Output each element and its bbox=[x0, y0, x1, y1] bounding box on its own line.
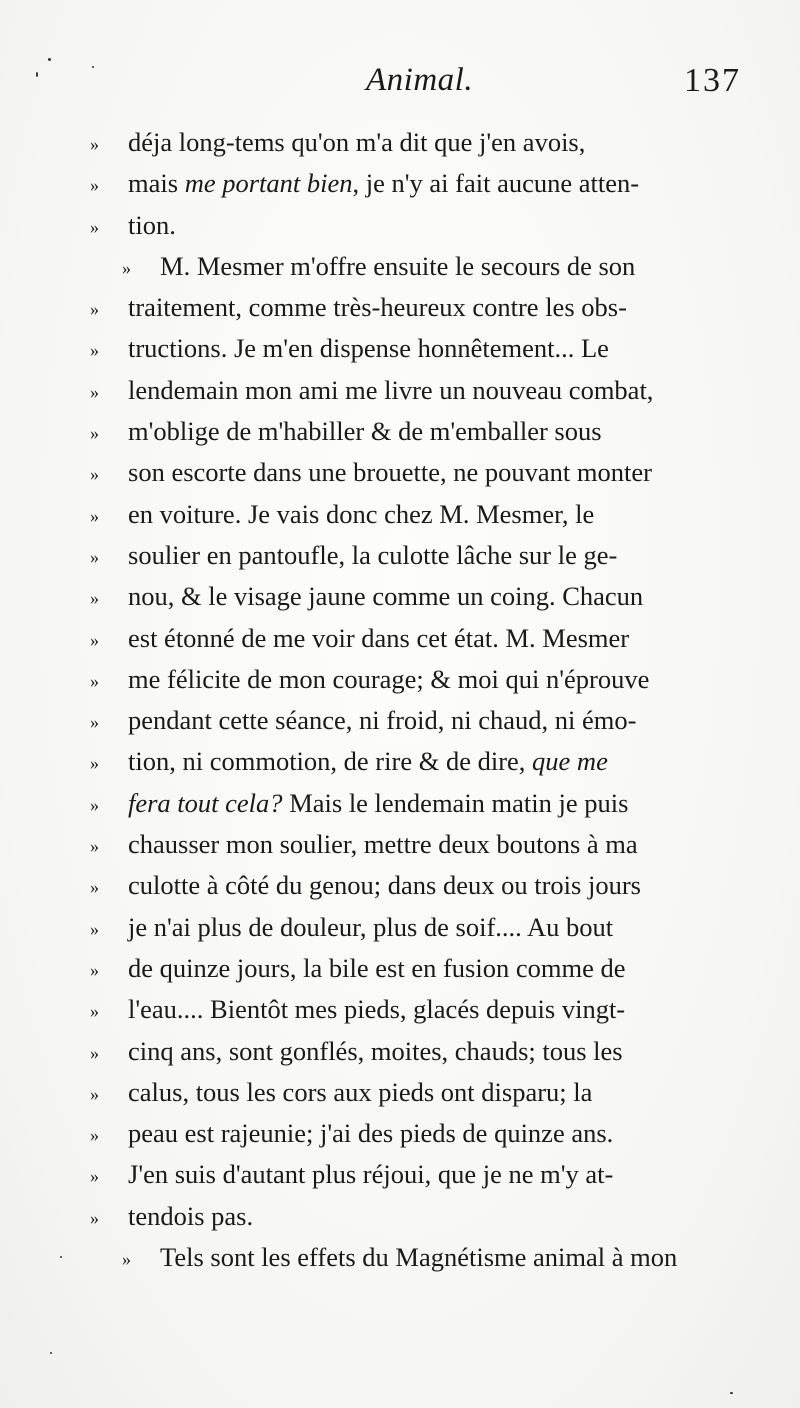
quote-mark: » bbox=[90, 1125, 99, 1146]
line-text: , je n'y ai fait aucune atten- bbox=[352, 168, 640, 199]
text-line bbox=[90, 1072, 770, 1113]
quote-mark: » bbox=[90, 299, 99, 320]
text-line bbox=[90, 1196, 770, 1237]
text-line bbox=[90, 659, 770, 700]
line-text: tructions. Je m'en dispense honnêtement... Le bbox=[128, 333, 609, 364]
line-text: J'en suis d'autant plus réjoui, que je ne m'y at- bbox=[128, 1159, 614, 1190]
text-line bbox=[90, 452, 770, 493]
text-line bbox=[90, 865, 770, 906]
italic-text: fera tout cela? bbox=[128, 787, 283, 818]
running-head: Animal. bbox=[366, 62, 474, 98]
text-line bbox=[90, 122, 770, 163]
quote-mark: » bbox=[90, 712, 99, 733]
quote-mark: » bbox=[90, 629, 99, 650]
text-line bbox=[90, 328, 770, 369]
line-text: calus, tous les cors aux pieds ont disparu; la bbox=[128, 1076, 593, 1107]
text-line bbox=[90, 824, 770, 865]
ink-speck bbox=[50, 1352, 52, 1354]
line-text: lendemain mon ami me livre un nouveau combat, bbox=[128, 374, 654, 405]
quote-mark: » bbox=[90, 175, 99, 196]
line-text: m'oblige de m'habiller & de m'emballer sous bbox=[128, 416, 602, 447]
text-line bbox=[90, 411, 770, 452]
italic-text: que me bbox=[532, 746, 608, 777]
quote-mark: » bbox=[90, 959, 99, 980]
text-line bbox=[90, 907, 770, 948]
line-text: de quinze jours, la bile est en fusion comme de bbox=[128, 952, 626, 983]
line-text: soulier en pantoufle, la culotte lâche sur le ge- bbox=[128, 539, 618, 570]
text-line bbox=[90, 1237, 770, 1278]
text-line bbox=[90, 1031, 770, 1072]
quote-mark: » bbox=[90, 1207, 99, 1228]
ink-speck bbox=[730, 1392, 733, 1394]
line-text: M. Mesmer m'offre ensuite le secours de son bbox=[160, 250, 636, 281]
quote-mark: » bbox=[122, 257, 131, 278]
quote-mark: » bbox=[90, 670, 99, 691]
quote-mark: » bbox=[90, 1001, 99, 1022]
line-text: tion. bbox=[128, 209, 176, 240]
line-text: son escorte dans une brouette, ne pouvant monter bbox=[128, 457, 652, 488]
line-text: tendois pas. bbox=[128, 1200, 254, 1231]
page-number: 137 bbox=[684, 62, 741, 99]
italic-text: me portant bien bbox=[184, 168, 353, 199]
line-text: me félicite de mon courage; & moi qui n'éprouve bbox=[128, 663, 650, 694]
quote-mark: » bbox=[90, 877, 99, 898]
line-text: Tels sont les effets du Magnétisme animal à mon bbox=[160, 1242, 678, 1273]
text-line bbox=[90, 576, 770, 617]
text-line bbox=[90, 246, 770, 287]
quote-mark: » bbox=[90, 216, 99, 237]
line-text: mais bbox=[128, 168, 185, 199]
line-text: culotte à côté du genou; dans deux ou trois jours bbox=[128, 870, 641, 901]
line-text: Mais le lendemain matin je puis bbox=[282, 787, 629, 818]
quote-mark: » bbox=[90, 505, 99, 526]
line-text: en voiture. Je vais donc chez M. Mesmer, le bbox=[128, 498, 595, 529]
ink-speck bbox=[92, 66, 94, 68]
line-text: tion, ni commotion, de rire & de dire, bbox=[128, 746, 533, 777]
ink-speck bbox=[36, 72, 38, 77]
ink-speck bbox=[60, 1256, 62, 1258]
quote-mark: » bbox=[90, 340, 99, 361]
quote-mark: » bbox=[90, 588, 99, 609]
text-line bbox=[90, 287, 770, 328]
page-header bbox=[0, 62, 800, 112]
text-line bbox=[90, 1113, 770, 1154]
line-text: est étonné de me voir dans cet état. M. Mesmer bbox=[128, 622, 630, 653]
text-line bbox=[90, 205, 770, 246]
text-line bbox=[90, 1154, 770, 1195]
text-line bbox=[90, 989, 770, 1030]
text-line bbox=[90, 948, 770, 989]
text-line bbox=[90, 618, 770, 659]
line-text: peau est rajeunie; j'ai des pieds de quinze ans. bbox=[128, 1118, 614, 1149]
quote-mark: » bbox=[90, 381, 99, 402]
text-line bbox=[90, 741, 770, 782]
text-line bbox=[90, 535, 770, 576]
ink-speck bbox=[48, 58, 51, 61]
quote-mark: » bbox=[90, 918, 99, 939]
quote-mark: » bbox=[122, 1249, 131, 1270]
quote-mark: » bbox=[90, 423, 99, 444]
line-text: chausser mon soulier, mettre deux boutons à ma bbox=[128, 829, 638, 860]
quote-mark: » bbox=[90, 1166, 99, 1187]
body-text bbox=[90, 122, 770, 1278]
text-line bbox=[90, 494, 770, 535]
quote-mark: » bbox=[90, 794, 99, 815]
line-text: déja long-tems qu'on m'a dit que j'en avois, bbox=[128, 127, 586, 157]
line-text: cinq ans, sont gonflés, moites, chauds; tous les bbox=[128, 1035, 623, 1066]
quote-mark: » bbox=[90, 836, 99, 857]
quote-mark: » bbox=[90, 546, 99, 567]
line-text: traitement, comme très-heureux contre les obs- bbox=[128, 292, 627, 323]
text-line bbox=[90, 783, 770, 824]
quote-mark: » bbox=[90, 1042, 99, 1063]
text-line bbox=[90, 163, 770, 204]
line-text: je n'ai plus de douleur, plus de soif.... Au bout bbox=[128, 911, 614, 942]
line-text: nou, & le visage jaune comme un coing. Chacun bbox=[128, 581, 644, 612]
line-text: pendant cette séance, ni froid, ni chaud, ni émo- bbox=[128, 705, 637, 736]
line-text: l'eau.... Bientôt mes pieds, glacés depuis vingt- bbox=[128, 994, 626, 1025]
quote-mark: » bbox=[90, 1083, 99, 1104]
quote-mark: » bbox=[90, 134, 99, 154]
quote-mark: » bbox=[90, 753, 99, 774]
text-line bbox=[90, 700, 770, 741]
quote-mark: » bbox=[90, 464, 99, 485]
text-line bbox=[90, 370, 770, 411]
